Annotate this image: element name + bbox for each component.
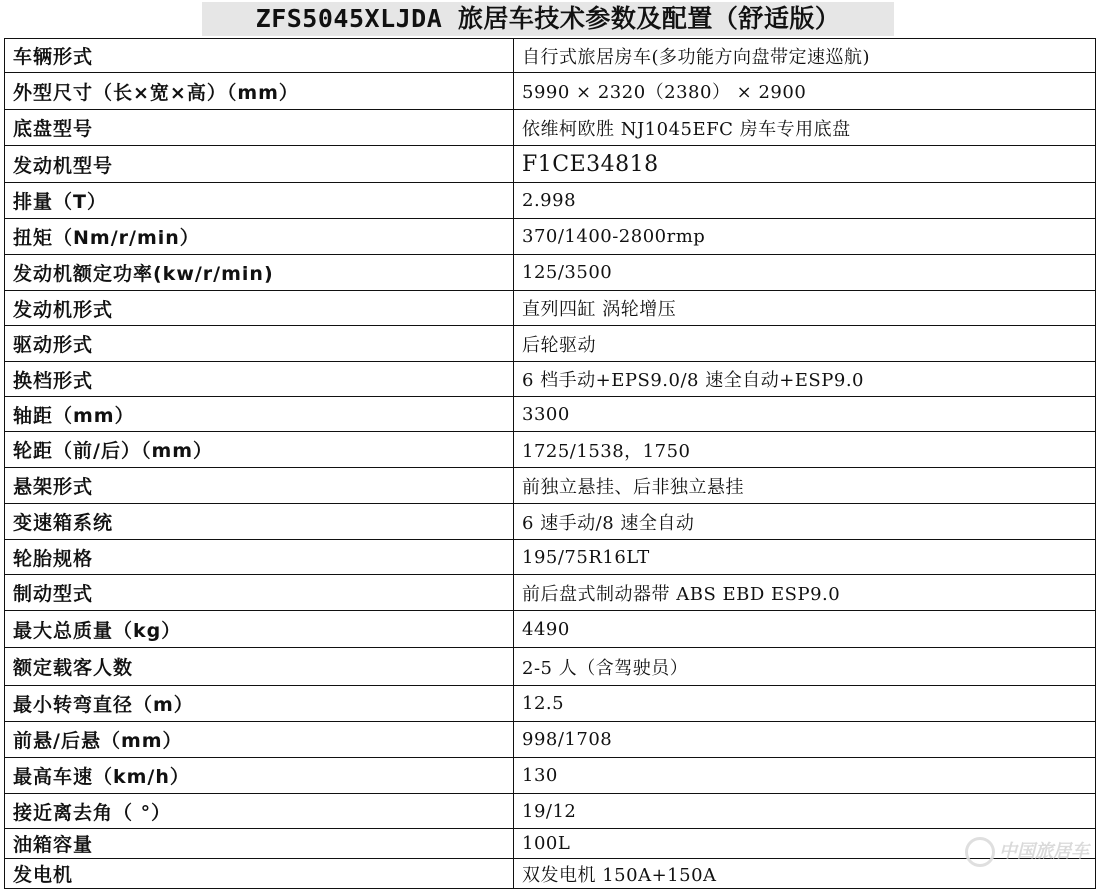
table-row bbox=[5, 146, 1096, 183]
spec-label: 驱动形式 bbox=[5, 326, 514, 362]
spec-value: 4490 bbox=[514, 611, 1096, 648]
table-row bbox=[5, 794, 1096, 829]
spec-value: 2-5 人（含驾驶员） bbox=[514, 648, 1096, 686]
spec-label: 扭矩（Nm/r/min） bbox=[5, 219, 514, 255]
table-row bbox=[5, 648, 1096, 686]
table-row bbox=[5, 73, 1096, 110]
table-row bbox=[5, 758, 1096, 794]
watermark-text: 中国旅居车 bbox=[999, 841, 1089, 861]
spec-value: 2.998 bbox=[514, 183, 1096, 219]
spec-label: 接近离去角（ °） bbox=[5, 794, 514, 829]
spec-label: 轮距（前/后）（mm） bbox=[5, 432, 514, 468]
table-row bbox=[5, 362, 1096, 397]
table-row bbox=[5, 540, 1096, 575]
spec-value: 998/1708 bbox=[514, 722, 1096, 758]
spec-table bbox=[4, 38, 1096, 889]
spec-value: F1CE34818 bbox=[514, 146, 1096, 183]
spec-label: 发动机形式 bbox=[5, 291, 514, 326]
spec-label: 换档形式 bbox=[5, 362, 514, 397]
spec-value: 前后盘式制动器带 ABS EBD ESP9.0 bbox=[514, 575, 1096, 611]
spec-label: 轮胎规格 bbox=[5, 540, 514, 575]
table-row bbox=[5, 255, 1096, 291]
spec-value: 100L bbox=[514, 829, 1096, 859]
spec-value: 6 档手动+EPS9.0/8 速全自动+ESP9.0 bbox=[514, 362, 1096, 397]
title-bar bbox=[0, 0, 1099, 38]
spec-label: 外型尺寸（长×宽×高）（mm） bbox=[5, 73, 514, 110]
spec-value: 125/3500 bbox=[514, 255, 1096, 291]
spec-label: 车辆形式 bbox=[5, 39, 514, 73]
spec-value: 前独立悬挂、后非独立悬挂 bbox=[514, 468, 1096, 504]
table-row bbox=[5, 110, 1096, 146]
spec-value: 19/12 bbox=[514, 794, 1096, 829]
spec-label: 制动型式 bbox=[5, 575, 514, 611]
table-row bbox=[5, 686, 1096, 722]
spec-label: 底盘型号 bbox=[5, 110, 514, 146]
table-row bbox=[5, 39, 1096, 73]
spec-label: 油箱容量 bbox=[5, 829, 514, 859]
spec-label: 额定载客人数 bbox=[5, 648, 514, 686]
table-row bbox=[5, 397, 1096, 432]
spec-value: 直列四缸 涡轮增压 bbox=[514, 291, 1096, 326]
spec-label: 排量（T） bbox=[5, 183, 514, 219]
table-row bbox=[5, 829, 1096, 859]
spec-label: 最高车速（km/h） bbox=[5, 758, 514, 794]
spec-value: 6 速手动/8 速全自动 bbox=[514, 504, 1096, 540]
spec-label: 轴距（mm） bbox=[5, 397, 514, 432]
spec-value: 195/75R16LT bbox=[514, 540, 1096, 575]
table-row bbox=[5, 432, 1096, 468]
spec-label: 最大总质量（kg） bbox=[5, 611, 514, 648]
spec-value: 12.5 bbox=[514, 686, 1096, 722]
spec-label: 前悬/后悬（mm） bbox=[5, 722, 514, 758]
spec-value: 双发电机 150A+150A bbox=[514, 859, 1096, 889]
table-row bbox=[5, 504, 1096, 540]
document-title: ZFS5045XLJDA 旅居车技术参数及配置（舒适版） bbox=[202, 2, 894, 36]
spec-value: 自行式旅居房车(多功能方向盘带定速巡航) bbox=[514, 39, 1096, 73]
spec-label: 发动机型号 bbox=[5, 146, 514, 183]
spec-label: 变速箱系统 bbox=[5, 504, 514, 540]
table-row bbox=[5, 722, 1096, 758]
table-row bbox=[5, 183, 1096, 219]
spec-label: 悬架形式 bbox=[5, 468, 514, 504]
table-row bbox=[5, 611, 1096, 648]
spec-value: 370/1400-2800rmp bbox=[514, 219, 1096, 255]
spec-label: 发动机额定功率(kw/r/min) bbox=[5, 255, 514, 291]
table-row bbox=[5, 291, 1096, 326]
spec-value: 130 bbox=[514, 758, 1096, 794]
table-row bbox=[5, 326, 1096, 362]
table-row bbox=[5, 575, 1096, 611]
table-row bbox=[5, 219, 1096, 255]
spec-value: 5990 × 2320（2380） × 2900 bbox=[514, 73, 1096, 110]
table-row bbox=[5, 468, 1096, 504]
spec-label: 最小转弯直径（m） bbox=[5, 686, 514, 722]
spec-label: 发电机 bbox=[5, 859, 514, 889]
spec-value: 依维柯欧胜 NJ1045EFC 房车专用底盘 bbox=[514, 110, 1096, 146]
spec-value: 1725/1538，1750 bbox=[514, 432, 1096, 468]
table-row bbox=[5, 859, 1096, 889]
spec-value: 3300 bbox=[514, 397, 1096, 432]
spec-value: 后轮驱动 bbox=[514, 326, 1096, 362]
